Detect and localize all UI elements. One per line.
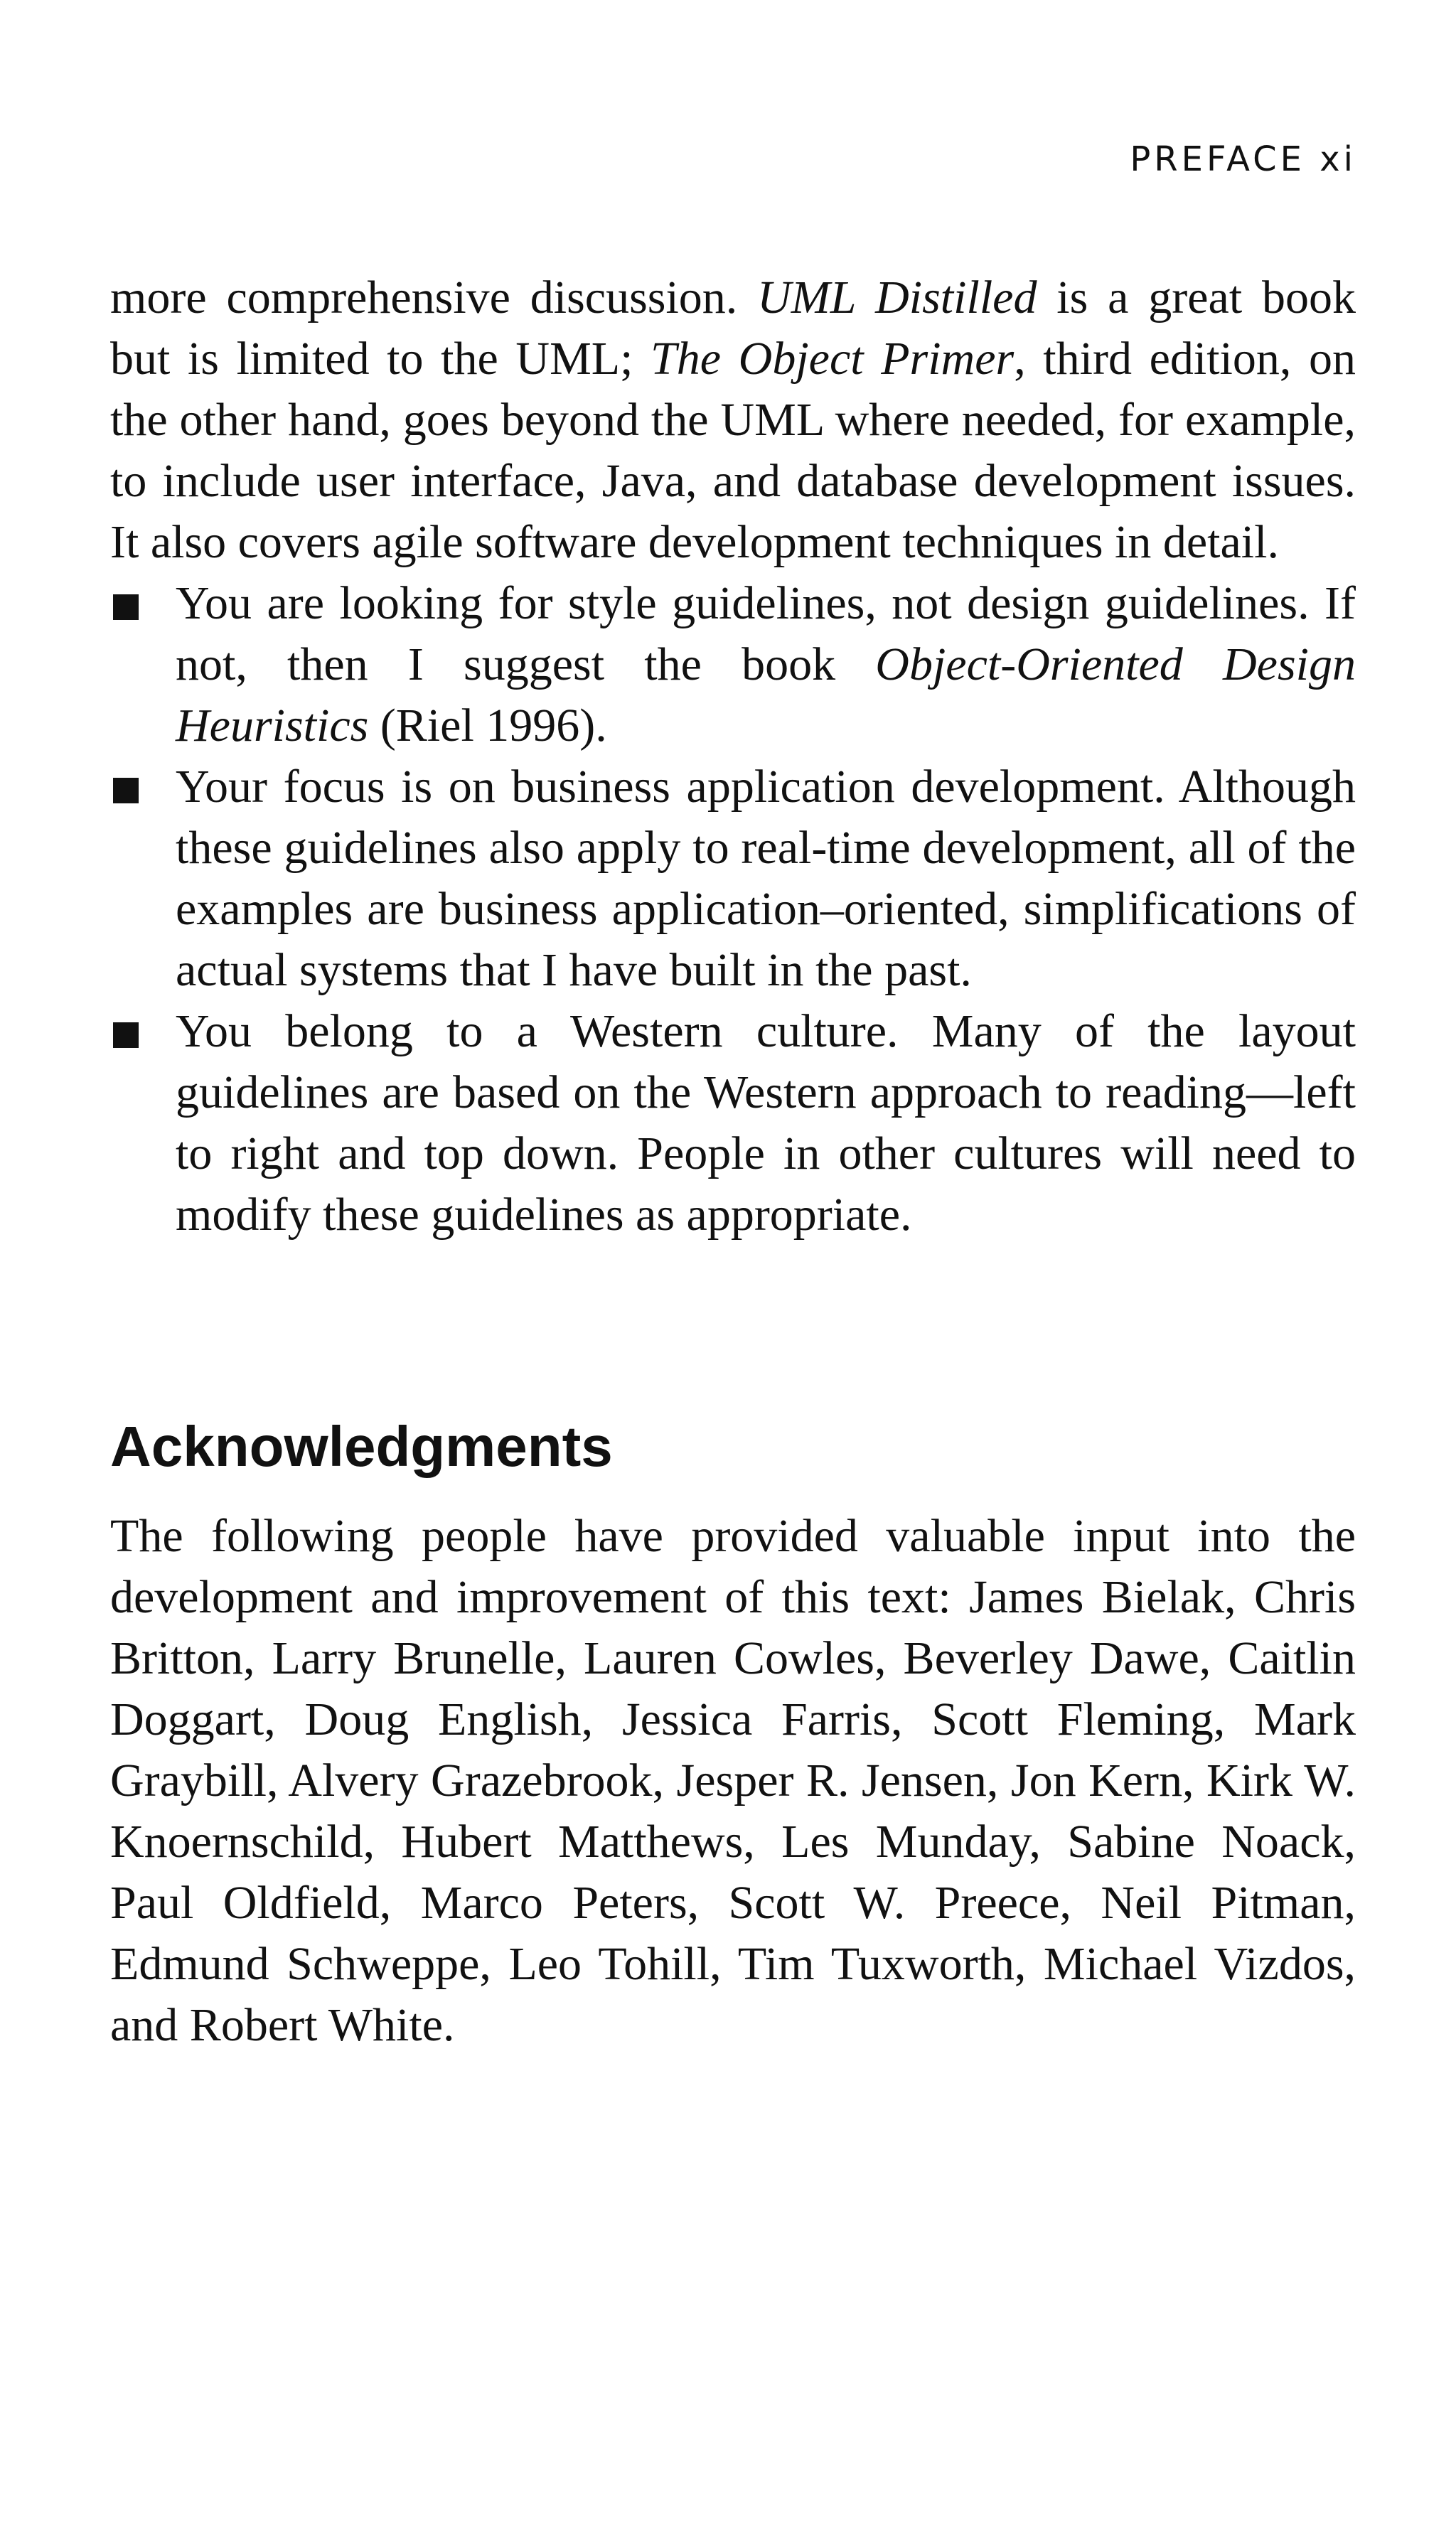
bullet-text-3: You belong to a Western culture. Many of the layout guidelines are based on the Western approach to reading—left to right and top down. People in other cultures will need to modify these guidelines as appropriate. (176, 1005, 1356, 1241)
book-title-ood-heuristics: Object-Oriented Design Heuristics (176, 638, 1356, 751)
bullet-text-1-end: (Riel 1996). (368, 700, 607, 751)
continued-text-1: more comprehensive discussion. (110, 272, 758, 323)
continued-text-3: , third edition, on the other hand, goes beyond the UML where needed, for example, to include user interface, Java, and database development issues. It also covers agile software development techniques in detail. (110, 333, 1356, 568)
acknowledgments-paragraph: The following people have provided valuable input into the development and improvement of this text: James Bielak, Chris Britton, Larry Brunelle, Lauren Cowles, Beverley Dawe, Caitlin Doggart, Doug English, Jessica Farris, Scott Fleming, Mark Graybill, Alvery Grazebrook, Jesper R. Jensen, Jon Kern, Kirk W. Knoernschild, Hubert Matthews, Les Munday, Sabine Noack, Paul Oldfield, Marco Peters, Scott W. Preece, Neil Pitman, Edmund Schweppe, Leo Tohill, Tim Tuxworth, Michael Vizdos, and Robert White. (110, 1510, 1356, 2051)
continued-text-2: is a great book but is limited to the UML; (110, 272, 1356, 385)
square-bullet-icon (113, 1022, 139, 1048)
list-item (110, 756, 1356, 1001)
continued-paragraph (110, 267, 1356, 573)
book-title-object-primer: The Object Primer (651, 333, 1015, 385)
list-item (110, 573, 1356, 756)
bullet-text-1: You are looking for style guidelines, not design guidelines. If not, then I suggest the book (176, 577, 1356, 690)
running-head: PREFACE xi (1130, 139, 1356, 179)
bullet-list (110, 573, 1356, 1246)
bullet-text-2: Your focus is on business application development. Although these guidelines also apply to real-time development, all of the examples are business application–oriented, simplifications of actual systems that I have built in the past. (176, 761, 1356, 996)
book-title-uml-distilled: UML Distilled (757, 272, 1037, 323)
list-item (110, 1001, 1356, 1246)
square-bullet-icon (113, 594, 139, 620)
square-bullet-icon (113, 778, 139, 803)
section-heading: Acknowledgments (110, 1415, 613, 1478)
bullet-list-section (110, 267, 1356, 1246)
